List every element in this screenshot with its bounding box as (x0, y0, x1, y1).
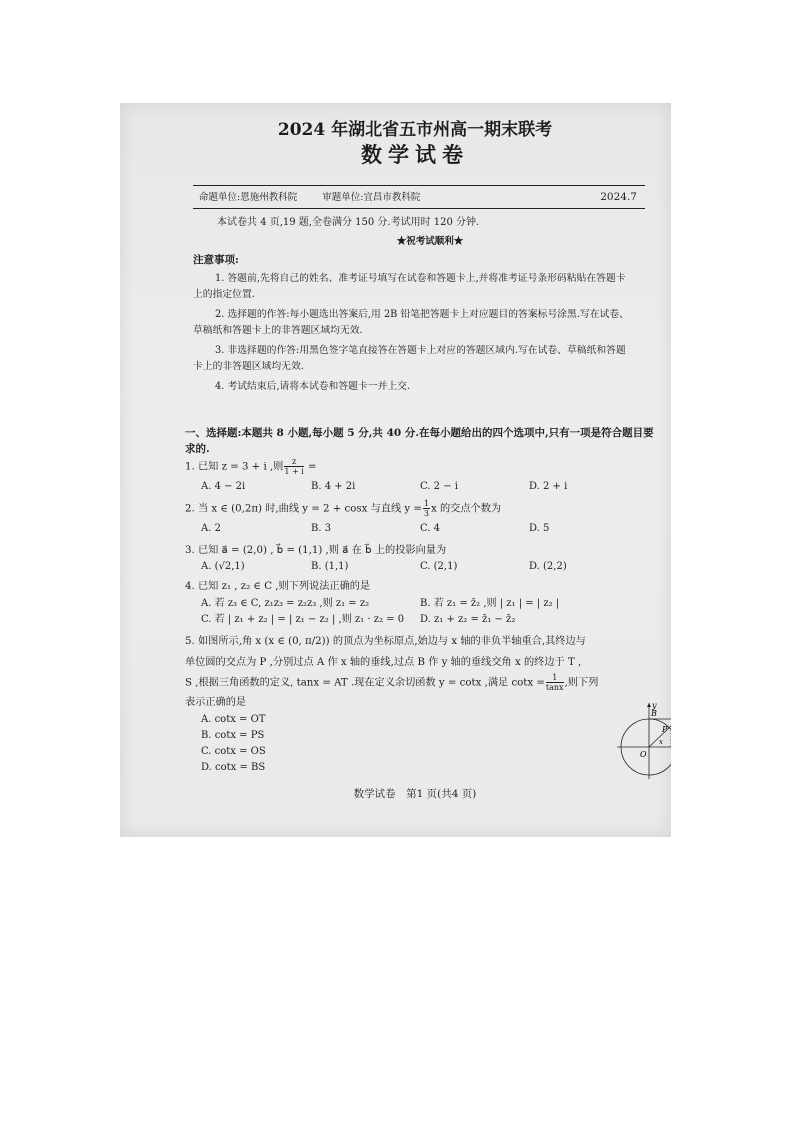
note-item: 3. 非选择题的作答:用黑色签字笔直接答在答题卡上对应的答题区域内.写在试卷、草稿纸和答题卡上的非答题区域均无效. (193, 345, 626, 372)
q1-fraction (284, 457, 303, 476)
frac-numerator: 1 (546, 673, 564, 683)
reviewer-unit: 审题单位:宜昌市教科院 (322, 192, 421, 203)
question-4: 4. 已知 z₁ , z₂ ∈ C ,则下列说法正确的是 (185, 581, 371, 592)
frac-denominator: 3 (423, 509, 430, 518)
q5-option-d: D. cotx = BS (201, 762, 266, 773)
frac-numerator: 1 (423, 499, 430, 508)
note-item: 4. 考试结束后,请将本试卷和答题卡一并上交. (215, 381, 411, 392)
q1-stem: 1. 已知 z = 3 + i ,则 (185, 461, 284, 473)
fig-label-y: y (652, 701, 657, 710)
question-1 (185, 457, 317, 476)
fig-label-p: P (662, 725, 668, 734)
note-item: 2. 选择题的作答:每小题选出答案后,用 2B 铅笔把答题卡上对应题目的答案标号涂黑.写在试卷、草稿纸和答题卡上的非答题区域均无效. (193, 309, 629, 336)
q5-line3-tail: ,则下列 (564, 677, 599, 689)
frac-numerator: z (284, 457, 303, 467)
exam-subject: 数学试卷 (361, 142, 469, 167)
q4-option-c: C. 若 | z₁ + z₂ | = | z₁ − z₂ | ,则 z₁ · z₂ = 0 (201, 614, 405, 625)
setter-units (199, 190, 420, 205)
q2-fraction (423, 499, 430, 518)
q2-option-c: C. 4 (420, 523, 441, 534)
q2-stem: 2. 当 x ∈ (0,2π) 时,曲线 y = 2 + cosx 与直线 y = (185, 503, 422, 515)
q5-option-a: A. cotx = OT (201, 714, 266, 725)
q5-fraction (546, 673, 564, 692)
unit-circle-figure: y B S P T x O A x (613, 699, 671, 781)
q5-option-c: C. cotx = OS (201, 746, 266, 757)
header-rule-top (193, 185, 645, 186)
question-2 (185, 499, 501, 518)
frac-denominator: tanx (545, 683, 564, 692)
q3-option-c: C. (2,1) (420, 561, 458, 572)
q3-option-a: A. (√2,1) (201, 561, 245, 572)
q4-option-b: B. 若 z₁ = z̄₂ ,则 | z₁ | = | z₂ | (420, 598, 560, 609)
exam-title: 2024 年湖北省五市州高一期末联考 (277, 120, 553, 140)
q4-option-d: D. z₁ + z₂ = z̄₁ − z̄₂ (420, 614, 516, 625)
frac-denominator: 1 + i (284, 467, 304, 476)
q2-option-b: B. 3 (311, 523, 332, 534)
q3-option-d: D. (2,2) (529, 561, 567, 572)
good-luck-banner: ★祝考试顺利★ (396, 236, 464, 247)
question-5-line-4: 表示正确的是 (185, 697, 247, 708)
question-3: 3. 已知 a⃗ = (2,0) , b⃗ = (1,1) ,则 a⃗ 在 b⃗ 上的投影向量为 (185, 545, 447, 556)
photo-of-exam-page (120, 103, 702, 837)
q4-option-a: A. 若 z₃ ∈ C, z₁z₃ = z₂z₃ ,则 z₁ = z₂ (201, 598, 370, 609)
q1-tail: = (304, 461, 317, 473)
section-one-heading: 一、选择题:本题共 8 小题,每小题 5 分,共 40 分.在每小题给出的四个选项中,只有一项是符合题目要求的. (185, 427, 654, 455)
page-footer: 数学试卷 第1 页(共4 页) (353, 788, 477, 800)
question-5-line-3 (185, 673, 655, 693)
notes-title: 注意事项: (193, 254, 239, 266)
fig-label-b: B (651, 709, 657, 718)
exam-date: 2024.7 (600, 191, 637, 203)
q2-option-a: A. 2 (201, 523, 221, 534)
note-item: 1. 答题前,先将自己的姓名、准考证号填写在试卷和答题卡上,并将准考证号条形码粘贴在答题卡上的指定位置. (193, 273, 626, 300)
y-axis-arrow (647, 703, 651, 707)
fig-label-o: O (640, 750, 647, 759)
setter-unit: 命题单位:恩施州教科院 (199, 192, 298, 203)
q5-line3-stem: S ,根据三角函数的定义, tanx = AT .现在定义余切函数 y = cotx ,满足 cotx = (185, 677, 545, 689)
q3-option-b: B. (1,1) (311, 561, 349, 572)
q1-option-a: A. 4 − 2i (201, 481, 246, 492)
fig-label-angle-x: x (659, 738, 663, 746)
q2-tail: x 的交点个数为 (431, 503, 502, 515)
q5-option-b: B. cotx = PS (201, 730, 265, 741)
q1-option-d: D. 2 + i (529, 481, 568, 492)
question-5-line-2: 单位圆的交点为 P ,分别过点 A 作 x 轴的垂线,过点 B 作 y 轴的垂线交角 x 的终边于 T , (185, 657, 582, 668)
header-rule-bottom (193, 208, 645, 209)
q1-option-b: B. 4 + 2i (311, 481, 356, 492)
q2-option-d: D. 5 (529, 523, 550, 534)
q1-option-c: C. 2 − i (420, 481, 458, 492)
question-5-line-1: 5. 如图所示,角 x (x ∈ (0, π/2)) 的顶点为坐标原点,始边与 x 轴的非负半轴重合,其终边与 (185, 636, 586, 647)
exam-info: 本试卷共 4 页,19 题,全卷满分 150 分.考试用时 120 分钟. (217, 217, 480, 228)
